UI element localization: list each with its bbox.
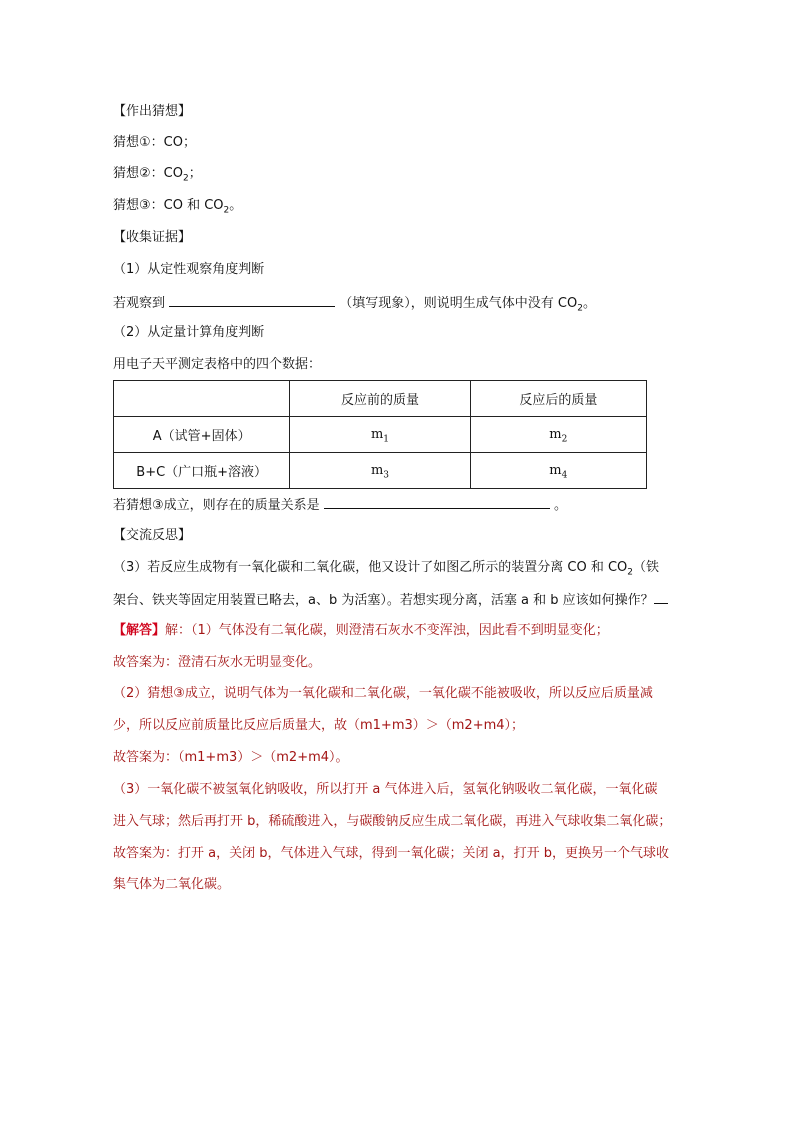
table-row (114, 453, 647, 489)
table-cell-after: $m_2$ (470, 417, 646, 453)
table-cell-before: $m_1$ (290, 417, 470, 453)
table-row-label: B+C（广口瓶+溶液） (114, 453, 290, 489)
solution-3-line-4: 集气体为二氧化碳。 (113, 877, 231, 892)
table-header-row (114, 381, 647, 417)
q2-heading: （2）从定量计算角度判断 (113, 325, 265, 340)
solution-line-1: 【解答】解：（1）气体没有二氧化碳，则澄清石灰水不变浑浊，因此看不到明显变化； (113, 623, 609, 638)
table-header-cell (114, 381, 290, 417)
table-header-cell: 反应前的质量 (290, 381, 470, 417)
q1-line: 若观察到 （填写现象），则说明生成气体中没有 $CO_2$。 (113, 292, 596, 314)
q3-answer-blank[interactable] (654, 589, 668, 604)
mass-table (113, 380, 647, 489)
guess-1: 猜想①：CO； (113, 135, 196, 150)
table-row-label: A（试管+固体） (114, 417, 290, 453)
q2-intro: 用电子天平测定表格中的四个数据： (113, 357, 322, 372)
q2-relation-line: 若猜想③成立，则存在的质量关系是 。 (113, 494, 567, 516)
section-reflection-title: 【交流反思】 (113, 528, 192, 543)
solution-2-line-1: （2）猜想③成立，说明气体为一氧化碳和二氧化碳，一氧化碳不能被吸收，所以反应后质量减 (113, 686, 653, 701)
section-hypothesis-title: 【作出猜想】 (113, 104, 192, 119)
q3-line-2: 架台、铁夹等固定用装置已略去，a、b 为活塞）。若想实现分离，活塞 a 和 b 应该如何操作？ (113, 589, 668, 611)
solution-3-line-3: 故答案为：打开 a，关闭 b，气体进入气球，得到一氧化碳；关闭 a，打开 b，更换另一个气球收 (113, 846, 669, 861)
q3-line-1: （3）若反应生成物有一氧化碳和二氧化碳，他又设计了如图乙所示的装置分离 CO 和 $CO_2$（铁 (113, 560, 660, 578)
solution-2-line-2: 少，所以反应前质量比反应后质量大，故（m1+m3）＞（m2+m4）； (113, 718, 525, 733)
table-cell-after: $m_4$ (470, 453, 646, 489)
q2-answer-blank[interactable] (324, 494, 550, 509)
solution-tag: 【解答】 (113, 623, 166, 638)
table-cell-before: $m_3$ (290, 453, 470, 489)
solution-answer-2: 故答案为：（m1+m3）＞（m2+m4）。 (113, 750, 349, 765)
q1-answer-blank[interactable] (169, 292, 335, 307)
q1-heading: （1）从定性观察角度判断 (113, 262, 265, 277)
solution-answer-1: 故答案为：澄清石灰水无明显变化。 (113, 655, 322, 670)
table-header-cell: 反应后的质量 (470, 381, 646, 417)
guess-3: 猜想③：CO 和 $CO_2$。 (113, 198, 243, 216)
guess-2: 猜想②：$CO_2$； (113, 166, 202, 184)
section-evidence-title: 【收集证据】 (113, 230, 192, 245)
table-row (114, 417, 647, 453)
solution-3-line-1: （3）一氧化碳不被氢氧化钠吸收，所以打开 a 气体进入后，氢氧化钠吸收二氧化碳，一氧化碳 (113, 782, 658, 797)
solution-3-line-2: 进入气球；然后再打开 b，稀硫酸进入，与碳酸钠反应生成二氧化碳，再进入气球收集二氧化碳； (113, 814, 672, 829)
